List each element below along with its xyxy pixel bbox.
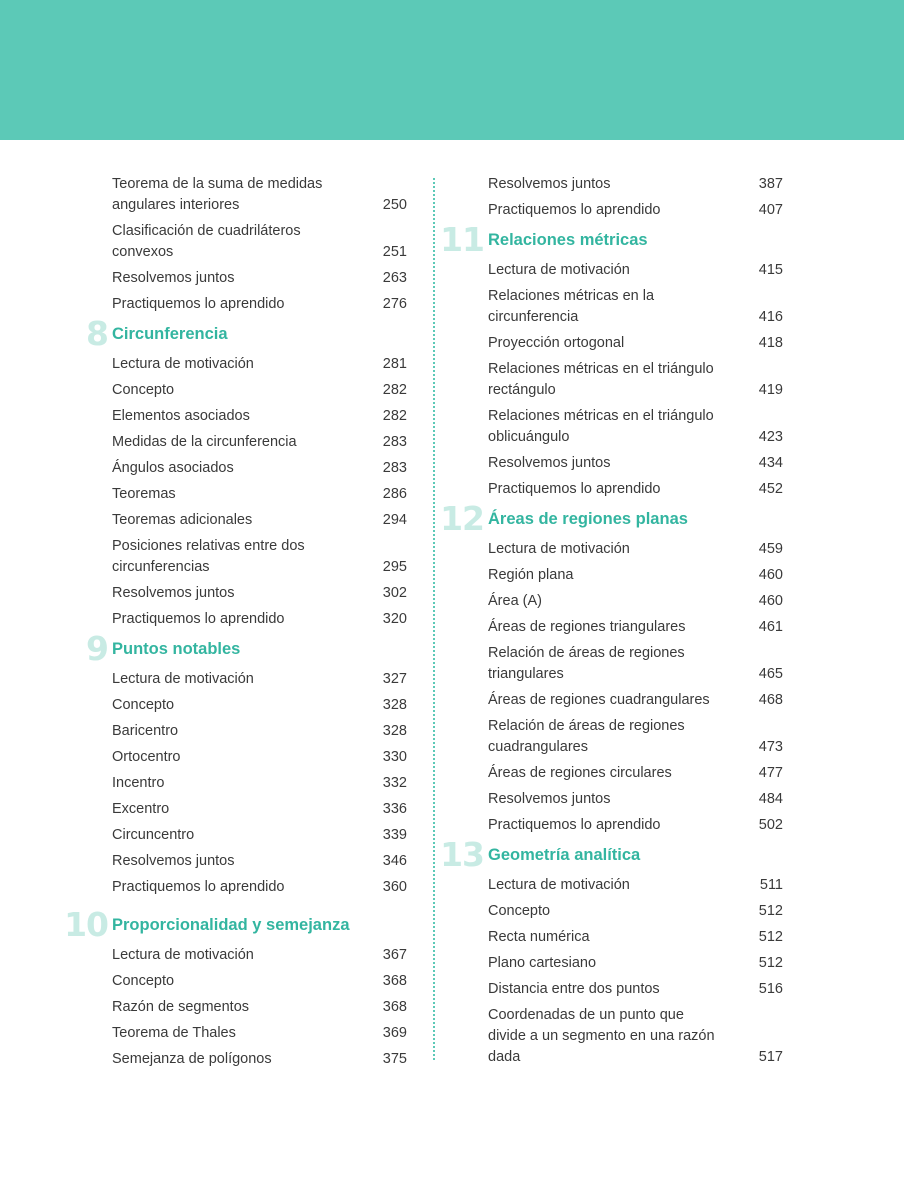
toc-entry-title: Ortocentro	[112, 749, 181, 765]
toc-entry-page: 452	[758, 481, 783, 497]
toc-entry-title: Ángulos asociados	[112, 460, 234, 476]
toc-entry-page: 407	[758, 202, 783, 218]
toc-entry-page: 263	[382, 270, 407, 286]
chapter-number: 8	[86, 314, 108, 353]
toc-entry-page: 250	[382, 197, 407, 213]
toc-entry-page: 502	[758, 817, 783, 833]
toc-entry-title: Teoremas adicionales	[112, 512, 253, 528]
toc-entry[interactable]	[488, 451, 783, 477]
toc-entry-page: 330	[382, 749, 407, 765]
toc-entry-page: 320	[382, 611, 407, 627]
toc-entry-title: Teorema de la suma de medidas angulares interiores	[112, 176, 323, 213]
toc-entry[interactable]	[112, 378, 407, 404]
toc-entry[interactable]	[112, 266, 407, 292]
toc-entry-title: Medidas de la circunferencia	[112, 434, 297, 450]
toc-entry-title: Teoremas	[112, 486, 176, 502]
toc-entry[interactable]	[112, 456, 407, 482]
toc-entry-page: 461	[758, 619, 783, 635]
toc-entry-title: Resolvemos juntos	[112, 585, 235, 601]
toc-entry[interactable]	[112, 1047, 407, 1073]
toc-entry-page: 328	[382, 697, 407, 713]
chapter-title: Relaciones métricas	[488, 231, 648, 249]
toc-entry[interactable]	[488, 925, 783, 951]
toc-entry[interactable]	[488, 1003, 783, 1071]
toc-entry-page: 415	[758, 262, 783, 278]
toc-entry-page: 512	[758, 955, 783, 971]
toc-entry-page: 332	[382, 775, 407, 791]
toc-entry-page: 459	[758, 541, 783, 557]
toc-entry-page: 367	[382, 947, 407, 963]
toc-entry-page: 460	[758, 567, 783, 583]
toc-entry-title: Semejanza de polígonos	[112, 1051, 272, 1067]
toc-entry-title: Área (A)	[488, 593, 542, 609]
chapter-section	[440, 835, 783, 1071]
toc-entry[interactable]	[112, 482, 407, 508]
toc-right-column	[440, 172, 783, 1071]
toc-entry-title: Distancia entre dos puntos	[488, 981, 660, 997]
toc-entry-title: Lectura de motivación	[112, 947, 254, 963]
chapter-title: Áreas de regiones planas	[488, 510, 688, 528]
toc-entry-page: 418	[758, 335, 783, 351]
toc-entry-page: 346	[382, 853, 407, 869]
toc-entry-title: Practiquemos lo aprendido	[112, 296, 285, 312]
toc-entry-title: Relación de áreas de regiones triangulares	[488, 645, 685, 682]
chapter-number: 9	[86, 629, 108, 668]
toc-entry-title: Plano cartesiano	[488, 955, 597, 971]
toc-entry-page: 387	[758, 176, 783, 192]
toc-entry-title: Resolvemos juntos	[112, 853, 235, 869]
chapter-title: Geometría analítica	[488, 846, 641, 864]
toc-entry-title: Relaciones métricas en la circunferencia	[488, 288, 655, 325]
toc-entry-page: 419	[758, 382, 783, 398]
chapter-heading[interactable]	[440, 220, 783, 259]
toc-entry-title: Elementos asociados	[112, 408, 250, 424]
toc-entry-page: 516	[758, 981, 783, 997]
toc-entry[interactable]	[112, 969, 407, 995]
chapter-heading[interactable]	[86, 314, 407, 353]
toc-entry-page: 295	[382, 559, 407, 575]
toc-entry-title: Resolvemos juntos	[488, 176, 611, 192]
toc-entry-page: 423	[758, 429, 783, 445]
toc-entry-title: Resolvemos juntos	[112, 270, 235, 286]
toc-entry[interactable]	[488, 589, 783, 615]
toc-entry-page: 368	[382, 999, 407, 1015]
toc-entry-title: Practiquemos lo aprendido	[488, 481, 661, 497]
toc-entry-title: Clasificación de cuadriláteros convexos	[112, 223, 301, 260]
toc-entry-page: 328	[382, 723, 407, 739]
toc-entry[interactable]	[488, 714, 783, 761]
toc-entry-title: Coordenadas de un punto que divide a un segmento en una razón dada	[488, 1007, 715, 1065]
chapter-section	[86, 314, 407, 633]
toc-entry[interactable]	[112, 823, 407, 849]
toc-entry-title: Áreas de regiones cuadrangulares	[488, 692, 710, 708]
toc-entry-page: 282	[382, 382, 407, 398]
toc-entry-page: 327	[382, 671, 407, 687]
toc-entry-page: 512	[758, 903, 783, 919]
toc-entry-title: Relación de áreas de regiones cuadrangulares	[488, 718, 685, 755]
toc-entry-title: Razón de segmentos	[112, 999, 250, 1015]
toc-entry[interactable]	[488, 563, 783, 589]
toc-entry-page: 283	[382, 460, 407, 476]
toc-entry[interactable]	[488, 172, 783, 198]
toc-entry[interactable]	[112, 943, 407, 969]
toc-entry[interactable]	[112, 292, 407, 318]
chapter-number: 13	[440, 835, 484, 874]
toc-entry[interactable]	[488, 688, 783, 714]
toc-entry-title: Baricentro	[112, 723, 179, 739]
toc-entry-page: 368	[382, 973, 407, 989]
toc-entry-page: 477	[758, 765, 783, 781]
toc-entry-title: Incentro	[112, 775, 165, 791]
toc-entry-page: 369	[382, 1025, 407, 1041]
chapter-section	[86, 629, 407, 901]
toc-entry-title: Lectura de motivación	[112, 671, 254, 687]
toc-entry-title: Excentro	[112, 801, 170, 817]
toc-entry[interactable]	[112, 172, 407, 219]
toc-entry-page: 281	[382, 356, 407, 372]
toc-entry[interactable]	[112, 607, 407, 633]
toc-entry-page: 468	[758, 692, 783, 708]
toc-entry-title: Practiquemos lo aprendido	[488, 817, 661, 833]
toc-entry-title: Recta numérica	[488, 929, 590, 945]
toc-entry[interactable]	[488, 813, 783, 839]
toc-entry[interactable]	[112, 219, 407, 266]
toc-entry-page: 302	[382, 585, 407, 601]
toc-entry[interactable]	[488, 761, 783, 787]
toc-entry[interactable]	[488, 477, 783, 503]
chapter-section	[440, 499, 783, 839]
toc-entry[interactable]	[112, 771, 407, 797]
toc-entry[interactable]	[112, 693, 407, 719]
toc-entry[interactable]	[488, 258, 783, 284]
toc-entry-title: Practiquemos lo aprendido	[112, 879, 285, 895]
toc-entry-page: 286	[382, 486, 407, 502]
toc-entry[interactable]	[488, 899, 783, 925]
toc-entry-title: Practiquemos lo aprendido	[488, 202, 661, 218]
toc-entry[interactable]	[488, 951, 783, 977]
toc-entry[interactable]	[112, 995, 407, 1021]
chapter-title: Circunferencia	[112, 325, 228, 343]
column-divider	[433, 178, 435, 1060]
toc-entry[interactable]	[112, 1021, 407, 1047]
toc-entry[interactable]	[112, 849, 407, 875]
toc-entry-title: Áreas de regiones circulares	[488, 765, 672, 781]
toc-entry-page: 360	[382, 879, 407, 895]
toc-entry[interactable]	[488, 787, 783, 813]
chapter-heading[interactable]	[64, 905, 407, 944]
toc-entry-title: Relaciones métricas en el triángulo oblicuángulo	[488, 408, 714, 445]
toc-entry-page: 517	[758, 1049, 783, 1065]
chapter-title: Puntos notables	[112, 640, 241, 658]
toc-entry[interactable]	[112, 404, 407, 430]
toc-entry-page: 465	[758, 666, 783, 682]
toc-entry-title: Concepto	[112, 973, 175, 989]
toc-entry-title: Concepto	[112, 697, 175, 713]
toc-entry[interactable]	[488, 641, 783, 688]
toc-entry[interactable]	[112, 508, 407, 534]
toc-entry-title: Posiciones relativas entre dos circunferencias	[112, 538, 305, 575]
toc-entry-title: Teorema de Thales	[112, 1025, 236, 1041]
toc-entry-title: Resolvemos juntos	[488, 455, 611, 471]
toc-entry-title: Lectura de motivación	[112, 356, 254, 372]
toc-entry-title: Áreas de regiones triangulares	[488, 619, 686, 635]
chapter-number: 12	[440, 499, 484, 538]
toc-entry-title: Región plana	[488, 567, 574, 583]
toc-entry-page: 294	[382, 512, 407, 528]
toc-entry-page: 283	[382, 434, 407, 450]
toc-entry-title: Circuncentro	[112, 827, 195, 843]
toc-entry[interactable]	[488, 404, 783, 451]
chapter-section	[64, 905, 407, 1073]
toc-entry[interactable]	[488, 357, 783, 404]
toc-entry-page: 375	[382, 1051, 407, 1067]
toc-entry-page: 473	[758, 739, 783, 755]
toc-entry-title: Lectura de motivación	[488, 541, 630, 557]
toc-entry-page: 416	[758, 309, 783, 325]
toc-entry-page: 276	[382, 296, 407, 312]
toc-entry[interactable]	[112, 745, 407, 771]
toc-entry-title: Lectura de motivación	[488, 877, 630, 893]
toc-entry-title: Resolvemos juntos	[488, 791, 611, 807]
chapter-number: 10	[64, 905, 108, 944]
chapter-section	[440, 220, 783, 503]
toc-entry-page: 282	[382, 408, 407, 424]
toc-entry-page: 512	[758, 929, 783, 945]
toc-entry[interactable]	[488, 615, 783, 641]
toc-entry[interactable]	[488, 977, 783, 1003]
toc-entry-title: Concepto	[112, 382, 175, 398]
toc-entry-title: Relaciones métricas en el triángulo rectángulo	[488, 361, 714, 398]
toc-entry-page: 460	[758, 593, 783, 609]
toc-entry-title: Lectura de motivación	[488, 262, 630, 278]
chapter-heading[interactable]	[86, 629, 407, 668]
toc-entry[interactable]	[112, 581, 407, 607]
toc-entry[interactable]	[488, 537, 783, 563]
toc-entry[interactable]	[112, 719, 407, 745]
toc-entry-page: 511	[759, 877, 783, 893]
toc-entry[interactable]	[112, 534, 407, 581]
header-band	[0, 0, 904, 140]
toc-entry[interactable]	[112, 352, 407, 378]
toc-entry-title: Concepto	[488, 903, 551, 919]
toc-entry[interactable]	[112, 430, 407, 456]
toc-entry[interactable]	[488, 873, 783, 899]
chapter-heading[interactable]	[440, 499, 783, 538]
chapter-title: Proporcionalidad y semejanza	[112, 916, 350, 934]
toc-entry-page: 484	[758, 791, 783, 807]
toc-entry[interactable]	[112, 667, 407, 693]
toc-entry-title: Proyección ortogonal	[488, 335, 625, 351]
toc-entry-page: 339	[382, 827, 407, 843]
chapter-number: 11	[440, 220, 484, 259]
toc-entry[interactable]	[112, 797, 407, 823]
toc-entry-page: 251	[382, 244, 407, 260]
toc-entry[interactable]	[488, 331, 783, 357]
chapter-heading[interactable]	[440, 835, 783, 874]
toc-entry-title: Practiquemos lo aprendido	[112, 611, 285, 627]
toc-entry-page: 336	[382, 801, 407, 817]
toc-left-column	[64, 172, 407, 1073]
toc-entry[interactable]	[488, 198, 783, 224]
toc-entry[interactable]	[112, 875, 407, 901]
toc-entry-page: 434	[758, 455, 783, 471]
toc-entry[interactable]	[488, 284, 783, 331]
